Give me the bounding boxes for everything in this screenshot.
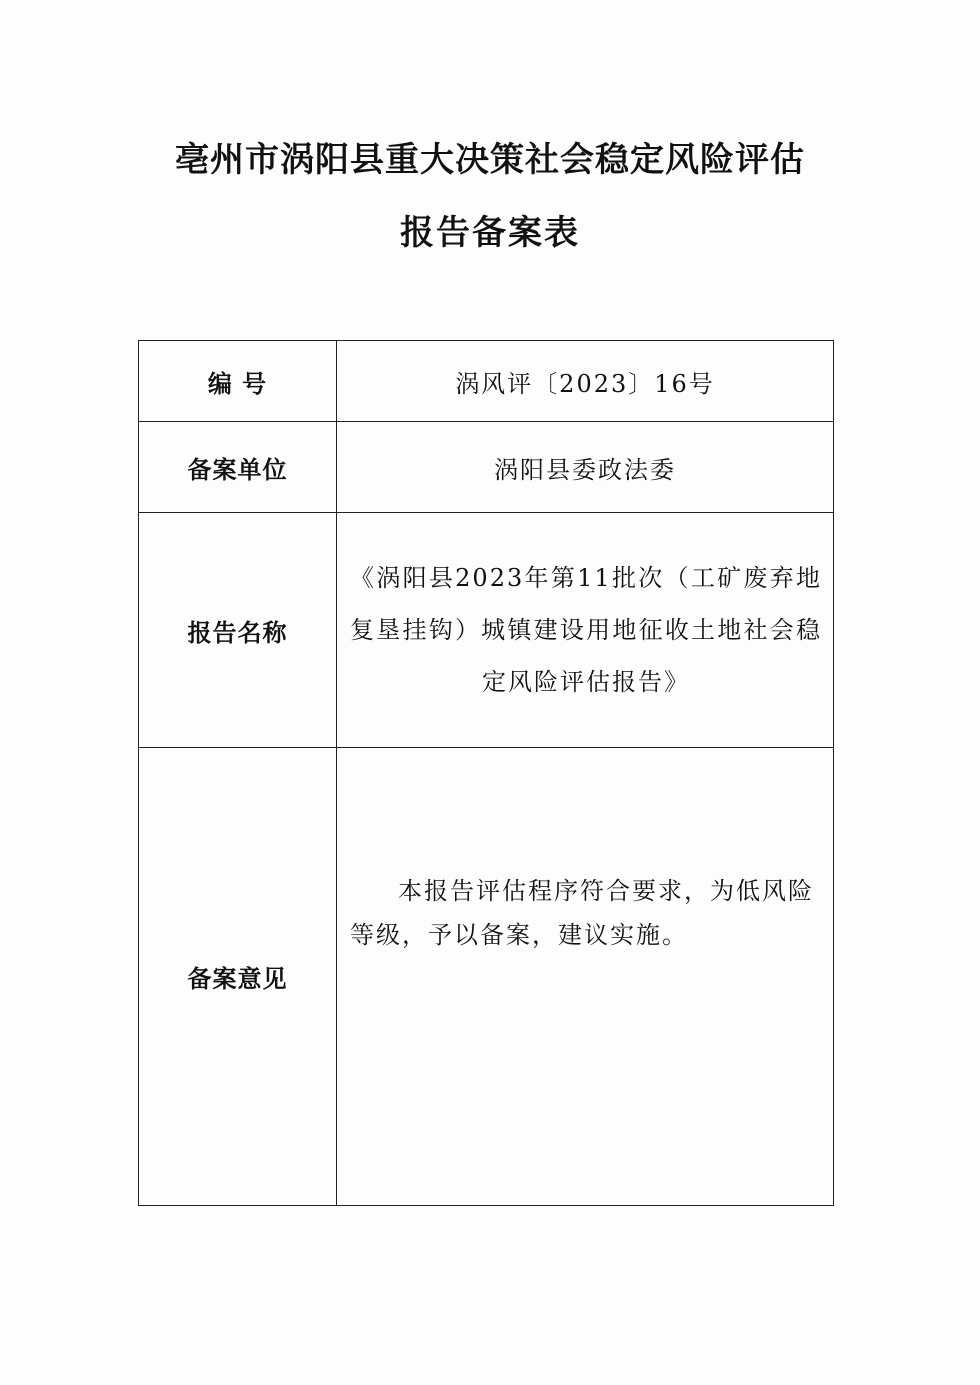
number-value: 涡风评〔2023〕16号 bbox=[337, 341, 834, 422]
filing-opinion-cell bbox=[337, 748, 834, 1206]
report-name-value: 《涡阳县2023年第11批次（工矿废弃地复垦挂钩）城镇建设用地征收土地社会稳定风险评估报告》 bbox=[350, 564, 822, 696]
table-row-number bbox=[139, 341, 834, 422]
filing-record-table bbox=[138, 340, 834, 1206]
table-row-filing-opinion bbox=[139, 748, 834, 1206]
filing-unit-label: 备案单位 bbox=[139, 422, 337, 513]
filing-unit-value: 涡阳县委政法委 bbox=[337, 422, 834, 513]
table-row-filing-unit bbox=[139, 422, 834, 513]
filing-opinion-label: 备案意见 bbox=[139, 748, 337, 1206]
number-label: 编 号 bbox=[139, 341, 337, 422]
report-name-label: 报告名称 bbox=[139, 513, 337, 748]
document-title: 亳州市涡阳县重大决策社会稳定风险评估 bbox=[175, 140, 805, 180]
table-row-report-name bbox=[139, 513, 834, 748]
document-subtitle: 报告备案表 bbox=[400, 213, 580, 253]
filing-opinion-value: 本报告评估程序符合要求，为低风险等级，予以备案，建议实施。 bbox=[350, 877, 814, 949]
report-name-cell bbox=[337, 513, 834, 748]
